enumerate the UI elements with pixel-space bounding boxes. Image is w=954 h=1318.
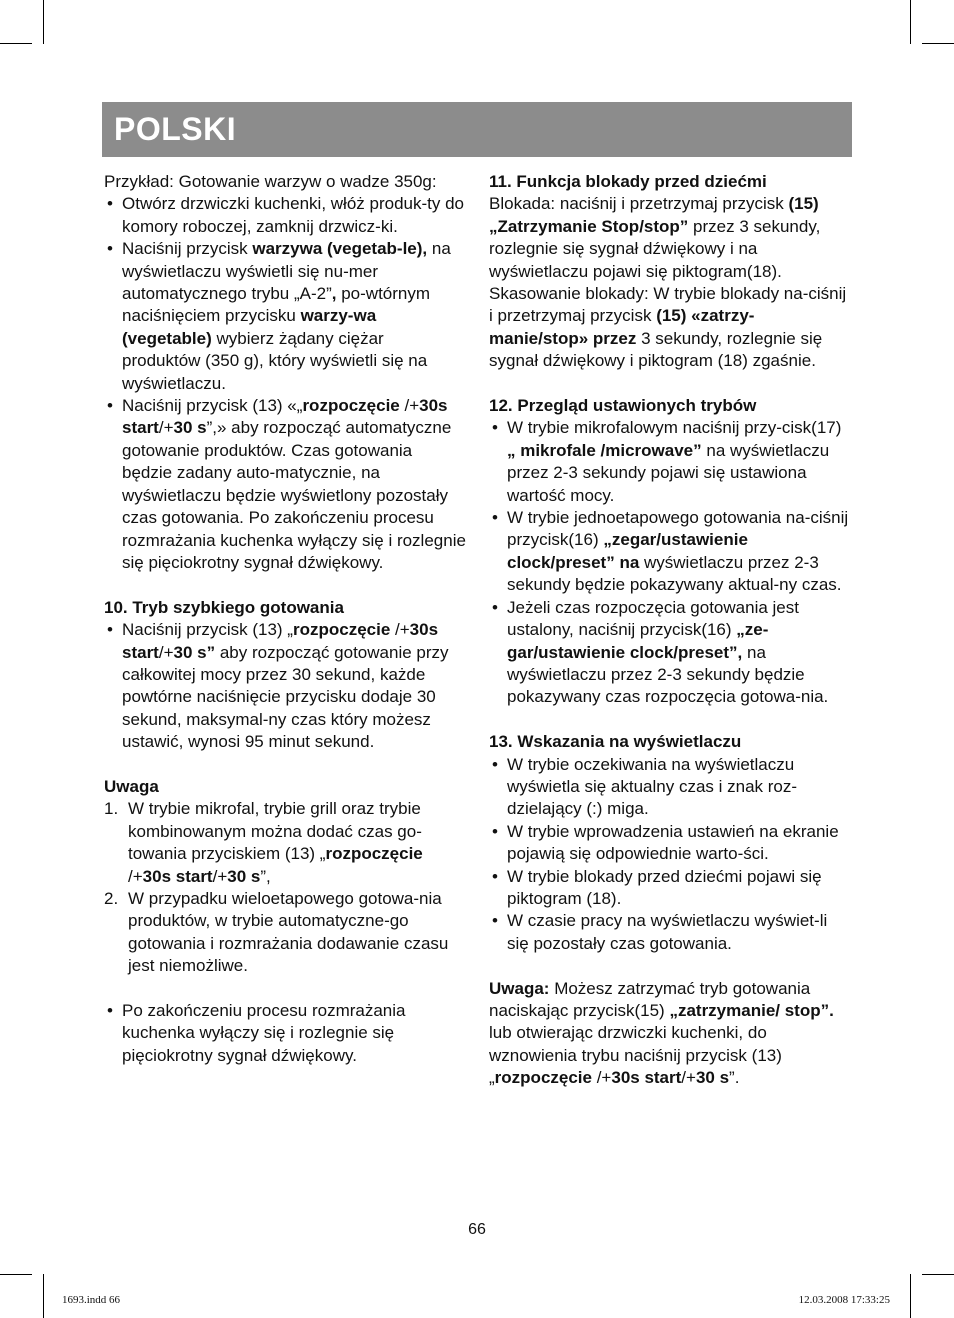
example-steps [104, 193, 466, 574]
text-run: warzywa (vegetab-le), [252, 239, 432, 259]
text-run: lub otwierając drzwiczki kuchenki, do wznowienia trybu naciśnij przycisk (13) „ [489, 1023, 782, 1088]
text-run: (15) „Zatrzymanie Stop/stop” [489, 194, 819, 236]
text-run: W trybie oczekiwania na wyświetlaczu wyświetla się aktualny czas i znak roz-dzielający (:) miga. [507, 754, 798, 819]
text-run: Jeżeli czas rozpoczęcia gotowania jest ustalony, naciśnij przycisk(16) [507, 597, 799, 640]
section-12-title: 12. Przegląd ustawionych trybów [489, 396, 757, 416]
list-item [489, 507, 853, 597]
crop-mark [910, 0, 911, 44]
text-run: „zegar/ustawienie clock/preset” na [507, 530, 748, 572]
text-run: wyświetlaczu przez 2-3 sekundy będzie pokazywany aktual-ny czas. [507, 552, 842, 595]
note-list [104, 798, 466, 977]
text-run: Naciśnij przycisk (13) „ [122, 620, 293, 640]
crop-mark [910, 1274, 911, 1318]
left-column [104, 171, 466, 1067]
text-run: wybierz żądany ciężar produktów (350 g), który wyświetli się na wyświetlaczu. [122, 328, 428, 393]
list-item [489, 417, 853, 507]
crop-mark [922, 1274, 954, 1275]
text-run: 30s start [122, 396, 448, 438]
text-run: ”,» aby rozpocząć automatyczne gotowanie produktów. Czas gotowania będzie zadany auto-matycznie, na wyświetlaczu będzie wyświetlony pozostały czas gotowania. Po zakończeniu procesu rozmrażania kuchenka wyłączy się i rozlegnie się pięciokrotny sygnał dźwiękowy. [122, 418, 466, 572]
section-10-title: 10. Tryb szybkiego gotowania [104, 597, 344, 617]
right-column [489, 171, 853, 1090]
example-intro: Przykład: Gotowanie warzyw o wadze 350g: [104, 172, 437, 191]
list-number: 2. [104, 888, 119, 908]
list-item [104, 193, 466, 238]
page-title: POLSKI [114, 111, 237, 147]
final-note-list [104, 1000, 466, 1067]
section-11-title: 11. Funkcja blokady przed dziećmi [489, 172, 767, 191]
text-run: /+ [399, 396, 420, 416]
text-run: W czasie pracy na wyświetlaczu wyświet-li się pozostały czas gotowania. [507, 911, 828, 953]
text-run: na wyświetlaczu przez 2-3 sekundy będzie pokazywany czas rozpoczęcia gotowa-nia. [507, 642, 829, 707]
child-lock-paragraph [489, 193, 853, 283]
text-run: aby rozpocząć gotowanie przy całkowitej mocy przez 30 sekund, każde powtórne naciśnięcie przycisku dodaje 30 sekund, maksymal-ny czas który możesz ustawić, wynosi 95 minut sekund. [122, 642, 449, 752]
list-item [489, 754, 853, 821]
list-item [489, 910, 853, 955]
text-run: Skasowanie blokady: W trybie blokady na-ciśnij i przetrzymaj przycisk [489, 284, 847, 326]
list-item [104, 798, 466, 888]
text-run: W trybie mikrofalowym naciśnij przy-cisk(17) [507, 418, 842, 438]
text-run: rozpoczęcie [292, 620, 391, 640]
list-item [104, 395, 466, 574]
text-run: W trybie jednoetapowego gotowania na-ciśnij przycisk(16) [507, 508, 849, 550]
list-number: 1. [104, 799, 119, 819]
list-item [489, 821, 853, 866]
crop-mark [0, 43, 32, 44]
text-run: 30 s [173, 418, 207, 438]
text-run: W przypadku wieloetapowego gotowa-nia produktów, w trybie automatyczne-go gotowania i rozmrażania dodawanie czasu jest niemożliwe. [128, 888, 449, 976]
text-run: na wyświetlaczu wyświetli się nu-mer automatycznego trybu „A-2” [122, 239, 451, 304]
text-run: „zatrzymanie/ stop”. [669, 1000, 834, 1020]
text-run: rozpoczęcie [302, 396, 400, 416]
text-run: Możesz zatrzymać tryb gotowania naciskając przycisk(15) [489, 978, 811, 1020]
text-run: Uwaga: [489, 978, 550, 998]
text-run: 30s start [122, 620, 439, 662]
section-13-list [489, 754, 853, 956]
crop-mark [0, 1274, 32, 1275]
list-item [489, 866, 853, 911]
text-run: 30 s [227, 866, 261, 886]
crop-mark [43, 0, 44, 44]
text-run: Po zakończeniu procesu rozmrażania kuchenka wyłączy się i rozlegnie się pięciokrotny sygnał dźwiękowy. [122, 1000, 406, 1065]
text-run: „ mikrofale /microwave” [507, 440, 702, 460]
text-run: na wyświetlaczu przez 2-3 sekundy pojawi się ustawiona wartość mocy. [507, 440, 830, 505]
stop-note-paragraph [489, 978, 853, 1023]
text-run: przez 3 sekundy, rozlegnie się sygnał dźwiękowy i na wyświetlaczu pojawi się piktogram(18). [489, 216, 821, 281]
text-run: ”. [729, 1068, 740, 1088]
text-run: /+ [158, 418, 174, 438]
text-run: Blokada: naciśnij i przetrzymaj przycisk [489, 194, 789, 214]
text-run: po-wtórnym naciśnięciem przycisku [122, 284, 431, 326]
text-run: „ze-gar/ustawienie clock/preset”, [507, 620, 769, 662]
note-title: Uwaga [104, 776, 159, 796]
list-item [104, 1000, 466, 1067]
text-run: 30 s” [173, 642, 216, 662]
text-run: /+ [212, 866, 228, 886]
file-info: 1693.indd 66 [62, 1294, 121, 1306]
text-run: /+ [390, 620, 410, 640]
list-item [489, 597, 853, 709]
page-number: 66 [468, 1221, 486, 1238]
print-datetime: 12.03.2008 17:33:25 [798, 1294, 890, 1306]
list-item [104, 888, 466, 978]
text-run: W trybie blokady przed dziećmi pojawi się piktogram (18). [507, 866, 822, 908]
text-run: 3 sekundy, rozlegnie się sygnał dźwiękowy i piktogram (18) zgaśnie. [489, 328, 823, 371]
text-run: rozpoczęcie [325, 844, 423, 864]
text-run: /+ [128, 866, 143, 886]
language-banner [102, 102, 852, 157]
crop-mark [922, 43, 954, 44]
text-run: 30s start [611, 1068, 682, 1088]
text-run: /+ [158, 642, 174, 662]
text-run: , [331, 284, 342, 304]
text-run: 30s start [142, 866, 213, 886]
section-13-title: 13. Wskazania na wyświetlaczu [489, 732, 742, 752]
text-run: Naciśnij przycisk (13) «„ [122, 396, 303, 416]
text-run: Otwórz drzwiczki kuchenki, włóż produk-ty do komory roboczej, zamknij drzwicz-ki. [122, 194, 465, 236]
list-item [104, 238, 466, 395]
text-run: 30 s [695, 1068, 730, 1088]
section-10-list [104, 619, 466, 753]
crop-mark [43, 1274, 44, 1318]
text-run: W trybie mikrofal, trybie grill oraz trybie kombinowanym można dodać czas go-towania przyciskiem (13) „ [128, 799, 422, 864]
text-run: (15) «zatrzy-manie/stop» przez [489, 306, 755, 348]
text-run: rozpoczęcie [494, 1068, 592, 1088]
text-run: /+ [681, 1068, 696, 1088]
text-run: ”, [260, 866, 271, 886]
text-run: Naciśnij przycisk [122, 239, 253, 259]
text-run: warzy-wa (vegetable) [122, 306, 377, 348]
unlock-paragraph [489, 283, 853, 373]
list-item [104, 619, 466, 753]
text-run: W trybie wprowadzenia ustawień na ekranie pojawią się odpowiednie warto-ści. [507, 821, 839, 864]
section-12-list [489, 417, 853, 708]
resume-paragraph [489, 1022, 853, 1089]
text-run: /+ [591, 1068, 612, 1088]
